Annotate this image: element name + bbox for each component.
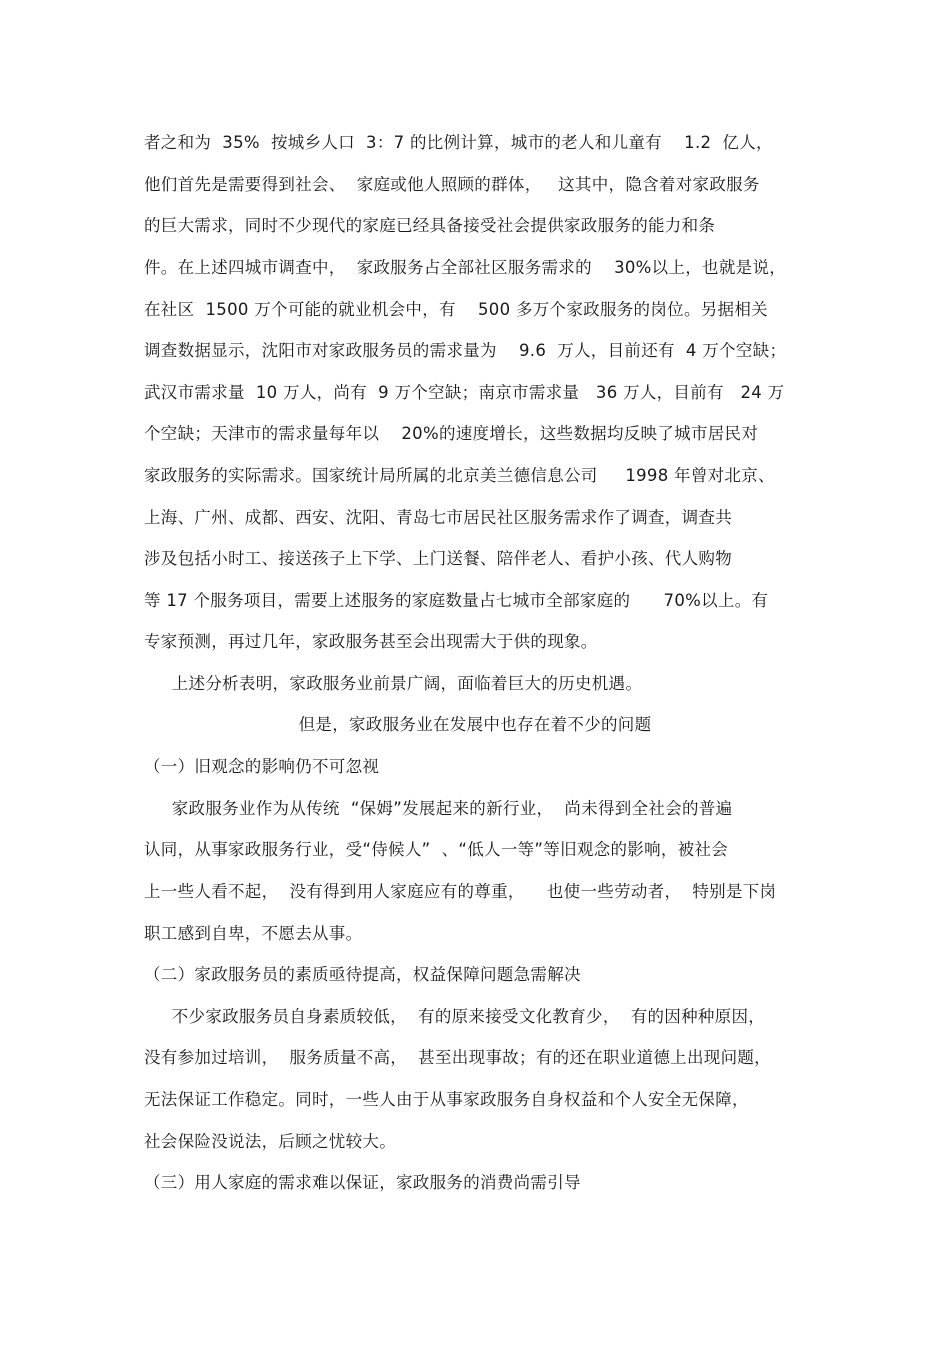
- subsection-heading: （一）旧观念的影响仍不可忽视: [144, 757, 380, 776]
- paragraph-line: 上述分析表明，家政服务业前景广阔，面临着巨大的历史机遇。: [144, 674, 643, 693]
- subsection-heading: （三）用人家庭的需求难以保证，家政服务的消费尚需引导: [144, 1173, 581, 1192]
- text-line: 调查数据显示，沈阳市对家政服务员的需求量为 9.6 万人，目前还有 4 万个空缺；: [144, 341, 787, 360]
- text-line: 无法保证工作稳定。同时，一些人由于从事家政服务自身权益和个人安全无保障，: [144, 1090, 749, 1109]
- subsection-heading: （二）家政服务员的素质亟待提高，权益保障问题急需解决: [144, 965, 581, 984]
- text-line: 件。在上述四城市调查中， 家政服务占全部社区服务需求的 30%以上，也就是说，: [144, 258, 787, 277]
- text-line: 专家预测，再过几年，家政服务甚至会出现需大于供的现象。: [144, 632, 598, 651]
- text-line: 的巨大需求，同时不少现代的家庭已经具备接受社会提供家政服务的能力和条: [144, 216, 716, 235]
- paragraph-line: 不少家政服务员自身素质较低， 有的原来接受文化教育少， 有的因种种原因，: [144, 1007, 766, 1026]
- text-line: 他们首先是需要得到社会、 家庭或他人照顾的群体， 这其中，隐含着对家政服务: [144, 175, 760, 194]
- text-line: 家政服务的实际需求。国家统计局所属的北京美兰德信息公司 1998 年曾对北京、: [144, 466, 775, 485]
- section-heading: 但是，家政服务业在发展中也存在着不少的问题: [298, 715, 652, 734]
- text-line: 认同，从事家政服务行业，受“侍候人” 、“低人一等”等旧观念的影响，被社会: [144, 840, 729, 859]
- text-line: 等 17 个服务项目，需要上述服务的家庭数量占七城市全部家庭的 70%以上。有: [144, 591, 769, 610]
- text-line: 者之和为 35% 按城乡人口 3：7 的比例计算，城市的老人和儿童有 1.2 亿人，: [144, 133, 773, 152]
- text-line: 武汉市需求量 10 万人，尚有 9 万个空缺；南京市需求量 36 万人，目前有 24 万: [144, 383, 785, 402]
- text-line: 在社区 1500 万个可能的就业机会中，有 500 多万个家政服务的岗位。另据相关: [144, 300, 768, 319]
- text-line: 上海、广州、成都、西安、沈阳、青岛七市居民社区服务需求作了调查，调查共: [144, 508, 732, 527]
- text-line: 没有参加过培训， 服务质量不高， 甚至出现事故；有的还在职业道德上出现问题，: [144, 1048, 771, 1067]
- text-line: 涉及包括小时工、接送孩子上下学、上门送餐、陪伴老人、看护小孩、代人购物: [144, 549, 732, 568]
- text-line: 上一些人看不起， 没有得到用人家庭应有的尊重， 也使一些劳动者， 特别是下岗: [144, 882, 777, 901]
- text-line: 个空缺；天津市的需求量每年以 20%的速度增长，这些数据均反映了城市居民对: [144, 424, 759, 443]
- paragraph-line: 家政服务业作为从传统 “保姆”发展起来的新行业， 尚未得到全社会的普遍: [144, 799, 733, 818]
- text-line: 社会保险没说法，后顾之忧较大。: [144, 1132, 396, 1151]
- text-line: 职工感到自卑，不愿去从事。: [144, 924, 363, 943]
